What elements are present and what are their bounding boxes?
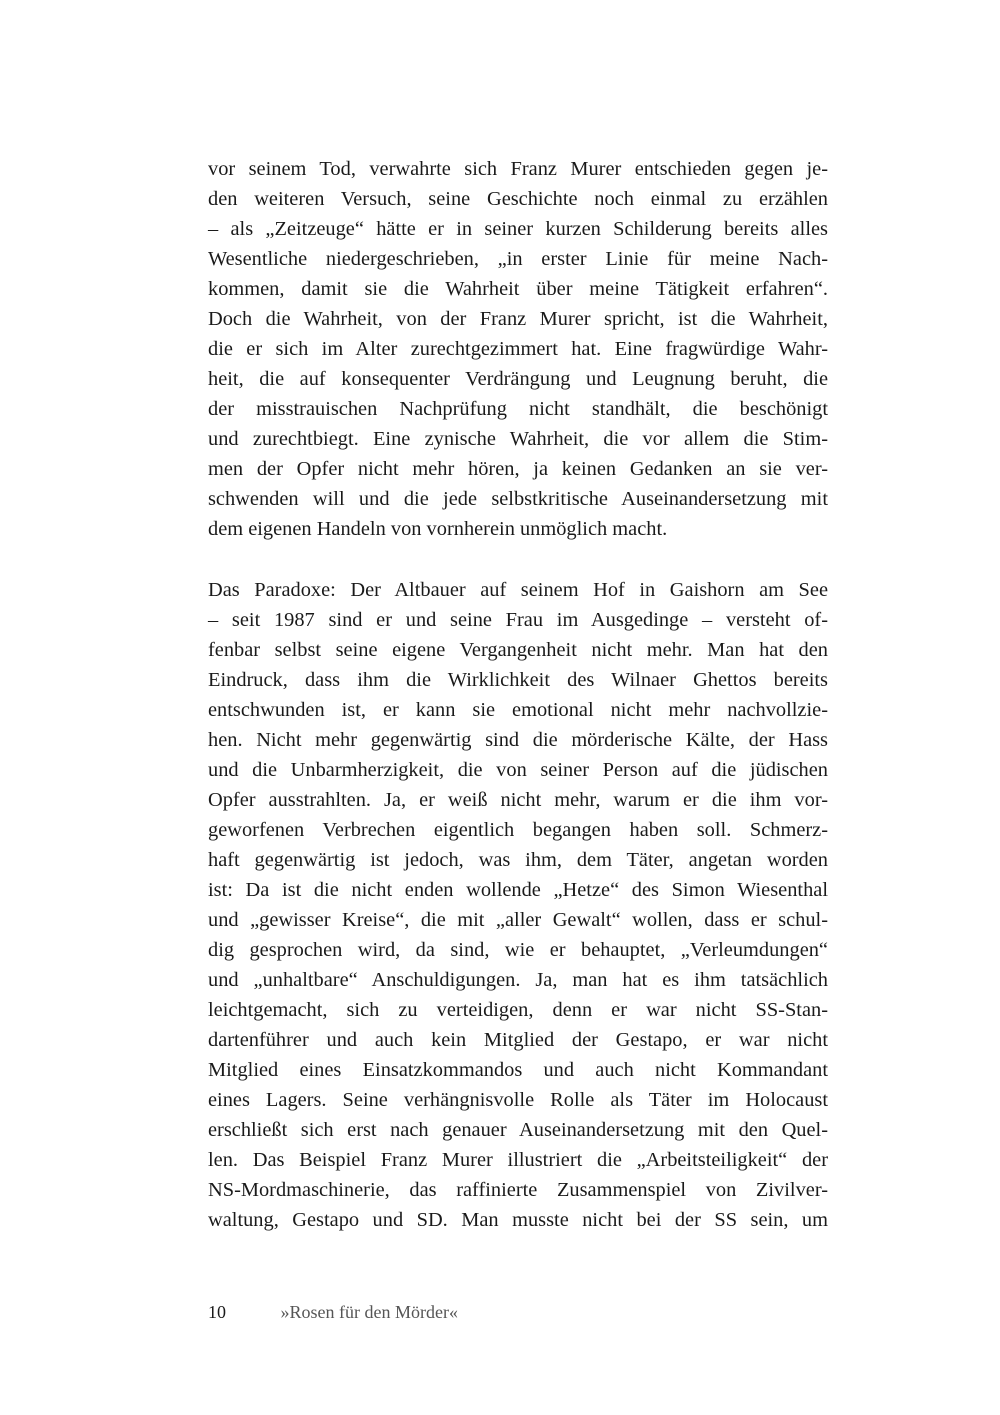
text-line: men der Opfer nicht mehr hören, ja keinen Gedanken an sie ver- [208,458,828,480]
text-line: haft gegenwärtig ist jedoch, was ihm, dem Täter, angetan worden [208,849,828,871]
text-line: Doch die Wahrheit, von der Franz Murer spricht, ist die Wahrheit, [208,308,828,330]
text-line: und „unhaltbare“ Anschuldigungen. Ja, man hat es ihm tatsächlich [208,969,828,991]
text-line: entschwunden ist, er kann sie emotional nicht mehr nachvollzie- [208,699,828,721]
text-line: fenbar selbst seine eigene Vergangenheit nicht mehr. Man hat den [208,639,828,661]
text-line: schwenden will und die jede selbstkritische Auseinandersetzung mit [208,488,828,510]
page-number: 10 [208,1302,226,1322]
text-line: leichtgemacht, sich zu verteidigen, denn er war nicht SS-Stan- [208,999,828,1021]
text-line: erschließt sich erst nach genauer Auseinandersetzung mit den Quel- [208,1119,828,1141]
text-line: den weiteren Versuch, seine Geschichte noch einmal zu erzählen [208,188,828,210]
text-line: hen. Nicht mehr gegenwärtig sind die mörderische Kälte, der Hass [208,729,828,751]
text-line: der misstrauischen Nachprüfung nicht standhält, die beschönigt [208,398,828,420]
text-line: – seit 1987 sind er und seine Frau im Ausgedinge – versteht of- [208,609,828,631]
paragraph-2 [208,575,828,1235]
text-line: Mitglied eines Einsatzkommandos und auch nicht Kommandant [208,1059,828,1081]
text-line: Opfer ausstrahlten. Ja, er weiß nicht mehr, warum er die ihm vor- [208,789,828,811]
text-line: dartenführer und auch kein Mitglied der Gestapo, er war nicht [208,1029,828,1051]
text-line: Eindruck, dass ihm die Wirklichkeit des Wilnaer Ghettos bereits [208,669,828,691]
text-line: die er sich im Alter zurechtgezimmert hat. Eine fragwürdige Wahr- [208,338,828,360]
text-line: vor seinem Tod, verwahrte sich Franz Murer entschieden gegen je- [208,158,828,180]
text-line: waltung, Gestapo und SD. Man musste nicht bei der SS sein, um [208,1209,828,1231]
text-line: dem eigenen Handeln von vornherein unmöglich macht. [208,518,668,540]
text-line: len. Das Beispiel Franz Murer illustriert die „Arbeitsteiligkeit“ der [208,1149,828,1171]
text-line: geworfenen Verbrechen eigentlich begangen haben soll. Schmerz- [208,819,828,841]
text-line: eines Lagers. Seine verhängnisvolle Rolle als Täter im Holocaust [208,1089,828,1111]
text-line: und die Unbarmherzigkeit, die von seiner Person auf die jüdischen [208,759,828,781]
text-line: Wesentliche niedergeschrieben, „in erster Linie für meine Nach- [208,248,828,270]
text-line: und zurechtbiegt. Eine zynische Wahrheit, die vor allem die Stim- [208,428,828,450]
text-line: heit, die auf konsequenter Verdrängung und Leugnung beruht, die [208,368,828,390]
text-line: – als „Zeitzeuge“ hätte er in seiner kurzen Schilderung bereits alles [208,218,828,240]
text-line: NS-Mordmaschinerie, das raffinierte Zusammenspiel von Zivilver- [208,1179,828,1201]
text-line: kommen, damit sie die Wahrheit über meine Tätigkeit erfahren“. [208,278,828,300]
text-line: Das Paradoxe: Der Altbauer auf seinem Hof in Gaishorn am See [208,579,828,601]
text-line: ist: Da ist die nicht enden wollende „Hetze“ des Simon Wiesenthal [208,879,828,901]
page-footer [208,1297,458,1327]
text-line: dig gesprochen wird, da sind, wie er behauptet, „Verleumdungen“ [208,939,828,961]
text-line: und „gewisser Kreise“, die mit „aller Gewalt“ wollen, dass er schul- [208,909,828,931]
paragraph-1 [208,154,828,544]
running-title: »Rosen für den Mörder« [280,1302,458,1322]
